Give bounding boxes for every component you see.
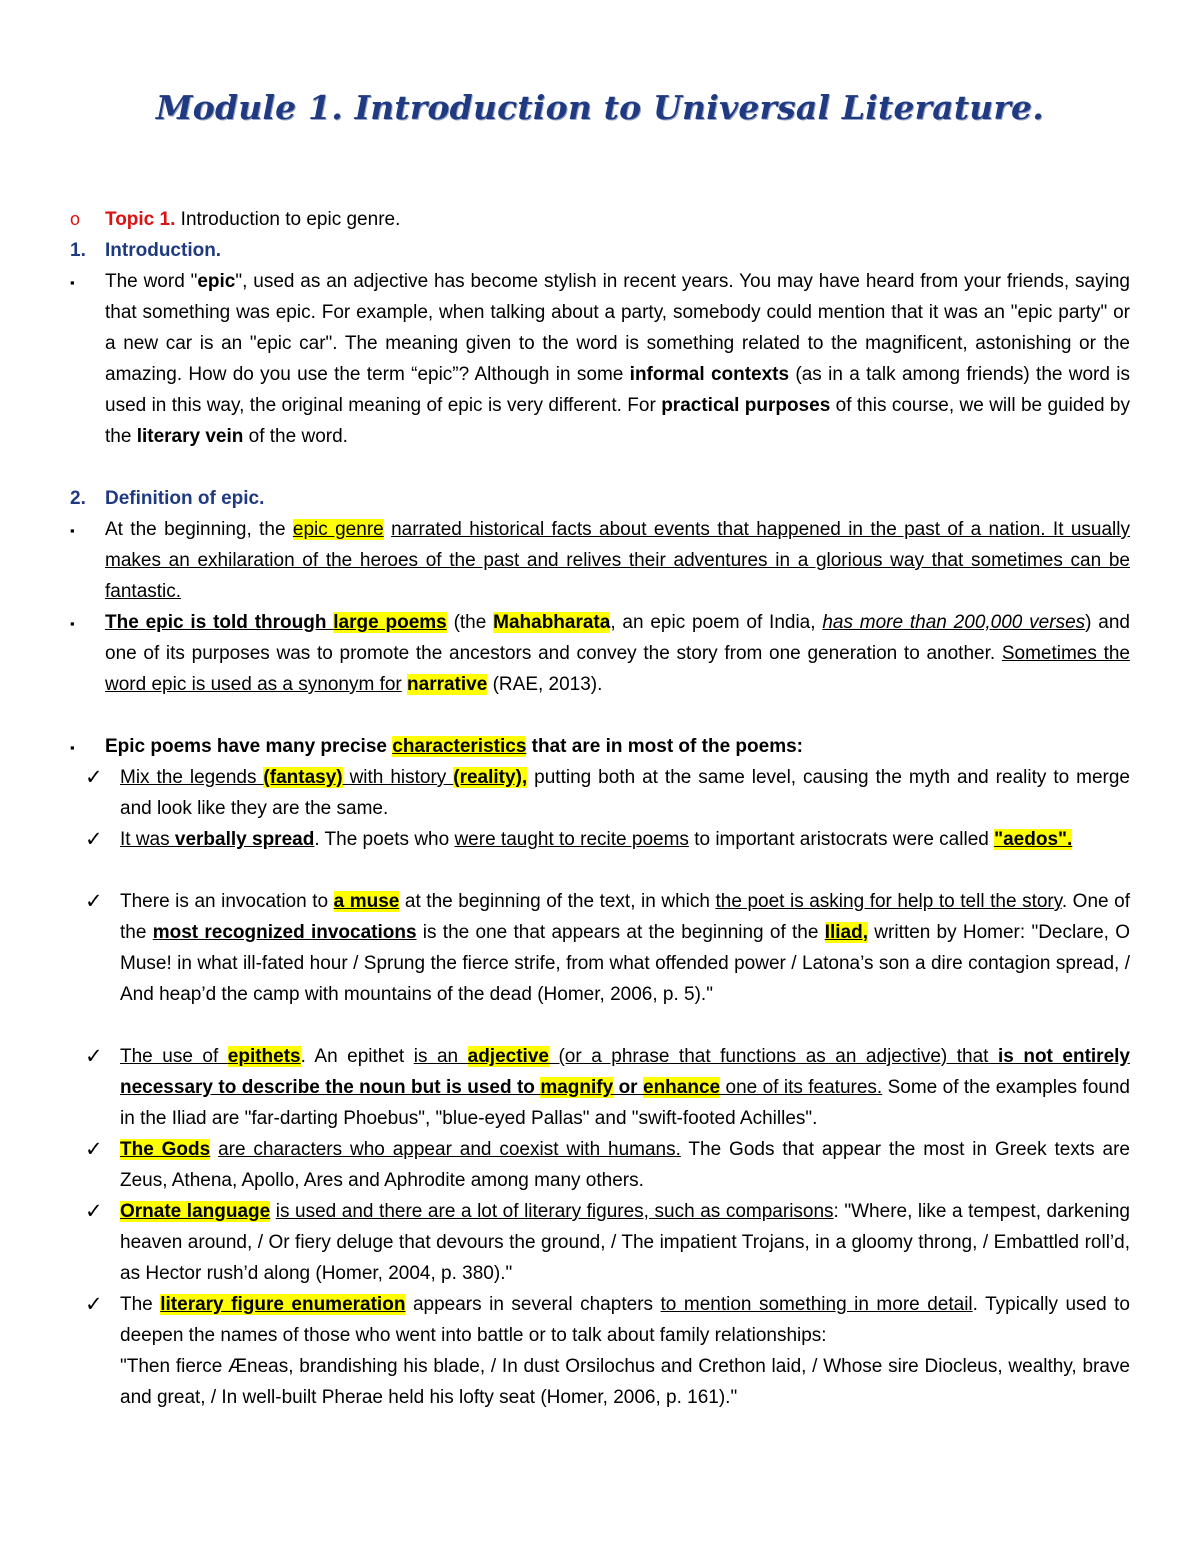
check-item-7: ✓ The literary figure enumeration appears in several chapters to mention something in more detail. Typically used to deepen the names of those who went into battle or to talk about family relationships: <box>120 1289 1130 1351</box>
check-item-3: ✓ There is an invocation to a muse at the beginning of the text, in which the poet is asking for help to tell the story. One of the most recognized invocations is the one that appears at the beginning of the Iliad, written by Homer: "Declare, O Muse! in what ill-fated hour / Sprung the fierce strife, from what offended power / Latona’s son a dire contagion spread, / And heap’d the camp with mountains of the dead (Homer, 2006, p. 5)." <box>120 886 1130 1010</box>
page-title: Module 1. Introduction to Universal Literature. <box>156 88 1044 127</box>
check-mark-icon: ✓ <box>85 1045 103 1068</box>
section-number: 1. <box>70 240 86 261</box>
square-bullet-icon: ▪ <box>70 275 75 290</box>
check-mark-icon: ✓ <box>85 828 103 851</box>
check-mark-icon: ✓ <box>85 1138 103 1161</box>
check-mark-icon: ✓ <box>85 1293 103 1316</box>
section-number: 2. <box>70 488 86 509</box>
check-mark-icon: ✓ <box>85 766 103 789</box>
check-mark-icon: ✓ <box>85 890 103 913</box>
square-bullet-icon: ▪ <box>70 523 75 538</box>
section-heading-introduction: 1. Introduction. <box>105 235 1130 266</box>
intro-paragraph: ▪ The word "epic", used as an adjective has become stylish in recent years. You may have heard from your friends, saying that something was epic. For example, when talking about a party, somebody could mention that it was an "epic party" or a new car is an "epic car". The meaning given to the word is something related to the magnificent, astonishing or the amazing. How do you use the term “epic”? Although in some informal contexts (as in a talk among friends) the word is used in this way, the original meaning of epic is very different. For practical purposes of this course, we will be guided by the literary vein of the word. <box>105 266 1130 452</box>
check-item-7-quote: "Then fierce Æneas, brandishing his blade, / In dust Orsilochus and Crethon laid, / Whose sire Diocleus, wealthy, brave and great, / In well-built Pherae held his lofty seat (Homer, 2006, p. 161)." <box>120 1356 1130 1408</box>
check-item-1: ✓ Mix the legends (fantasy) with history (reality), putting both at the same level, causing the myth and reality to merge and look like they are the same. <box>120 762 1130 824</box>
square-bullet-icon: ▪ <box>70 740 75 755</box>
check-item-6: ✓ Ornate language is used and there are a lot of literary figures, such as comparisons: "Where, like a tempest, darkening heaven around, / Or fiery deluge that devours the ground, / The impatient Trojans, in a gloomy throng, / Embattled roll’d, as Hector rush’d along (Homer, 2004, p. 380)." <box>120 1196 1130 1289</box>
circle-bullet-icon: o <box>70 209 81 229</box>
check-item-2: ✓ It was verbally spread. The poets who were taught to recite poems to important aristocrats were called "aedos". <box>120 824 1130 855</box>
check-item-5: ✓ The Gods are characters who appear and coexist with humans. The Gods that appear the most in Greek texts are Zeus, Athena, Apollo, Ares and Aphrodite among many others. <box>120 1134 1130 1196</box>
topic-line <box>70 204 1130 235</box>
definition-bullet-1: ▪ At the beginning, the epic genre narrated historical facts about events that happened in the past of a nation. It usually makes an exhilaration of the heroes of the past and relives their adventures in a glorious way that sometimes can be fantastic. <box>105 514 1130 607</box>
check-item-4: ✓ The use of epithets. An epithet is an adjective (or a phrase that functions as an adjective) that is not entirely necessary to describe the noun but is used to magnify or enhance one of its features. Some of the examples found in the Iliad are "far-darting Phoebus", "blue-eyed Pallas" and "swift-footed Achilles". <box>120 1041 1130 1134</box>
topic-text: Introduction to epic genre. <box>175 209 401 230</box>
square-bullet-icon: ▪ <box>70 616 75 631</box>
topic-label: Topic 1. <box>105 209 176 230</box>
check-mark-icon: ✓ <box>85 1200 103 1223</box>
definition-bullet-3: ▪ Epic poems have many precise characteristics that are in most of the poems: <box>105 731 1130 762</box>
definition-bullet-2: ▪ The epic is told through large poems (the Mahabharata, an epic poem of India, has more than 200,000 verses) and one of its purposes was to promote the ancestors and convey the story from one generation to another. Sometimes the word epic is used as a synonym for narrative (RAE, 2013). <box>105 607 1130 700</box>
section-heading-definition: 2. Definition of epic. <box>105 483 1130 514</box>
